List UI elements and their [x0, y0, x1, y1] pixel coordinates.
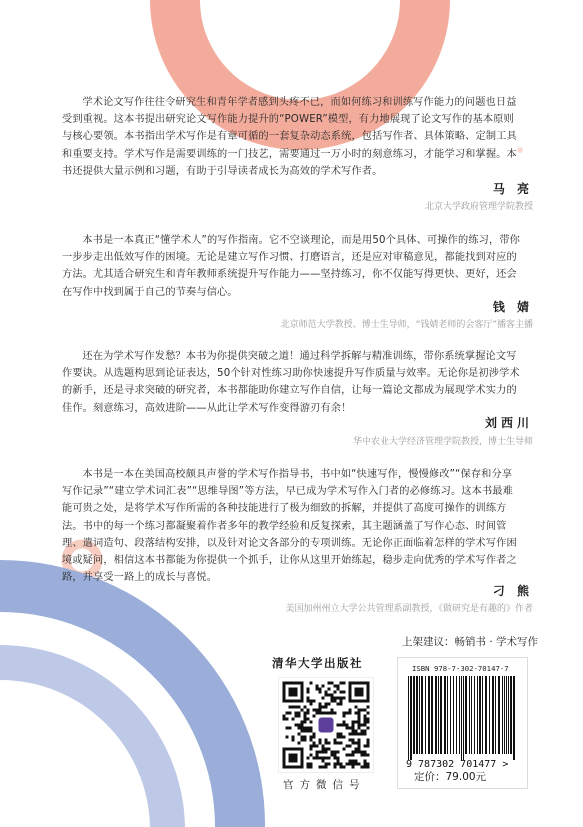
endorsement-text-2: 本书是一本真正“懂学术人”的写作指南。它不空谈理论，而是用50个具体、可操作的练习，带你一步步走出低效写作的困境。无论是建立写作习惯、打磨语言，还是应对审稿意见，都能找到对应的方法。尤其适合研究生和青年教师系统提升写作能力——坚持练习，你不仅能写得更快、更好，还会在写作中找到属于自己的节奏与信心。: [62, 235, 521, 298]
wechat-qr-code: [278, 677, 374, 773]
endorsement-affiliation-3: 华中农业大学经济管理学院教授，博士生导师: [352, 437, 533, 447]
publisher-name: 清华大学出版社: [272, 656, 363, 670]
endorsement-affiliation-1: 北京大学政府管理学院教授: [424, 202, 533, 212]
shelf-suggestion: 上架建议：畅销书 · 学术写作: [402, 636, 539, 648]
endorsement-affiliation-4: 美国加州州立大学公共管理系副教授，《做研究是有趣的》作者: [285, 604, 533, 614]
endorsement-text-1: 学术论文写作往往令研究生和青年学者感到头疼不已，而如何练习和训练写作能力的问题也日益受到重视。这本书提出研究论文写作能力提升的“POWER”模型，有力地展现了论文写作的基本原则与核心要领。本书指出学术写作是有章可循的一套复杂动态系统，包括写作者、具体策略、定制工具和重要支持。学术写作是需要训练的一门技艺，需要通过一万小时的刻意练习，才能学习和掌握。本书还提供大量示例和习题，有助于引导读者成长为高效的学术写作者。: [62, 97, 517, 177]
endorsement-text-4: 本书是一本在美国高校颇具声誉的学术写作指导书，书中如“快速写作，慢慢修改”“保存和分享写作记录”“建立学术词汇表”“思维导图”等方法，早已成为学术写作入门者的必修练习。这本书最难能可贵之处，是将学术写作所需的各种技能进行了极为细致的拆解，并提供了高度可操作的训练方法。书中的每一个练习都凝聚着作者多年的教学经验和反复探索，其主题涵盖了写作心态、时间管理、遣词造句、段落结构安排，以及针对论文各部分的专项训练。无论你正面临着怎样的学术写作困境或疑问，相信这本书都能为你提供一个抓手，让你从这里开始练起，稳步走向优秀的学术写作者之路，并享受一路上的成长与喜悦。: [62, 469, 517, 584]
qr-caption: 官方微信号: [283, 779, 366, 791]
endorsement-author-4: 刁 熊: [492, 584, 533, 598]
endorsement-text-3: 还在为学术写作发愁？本书为你提供突破之道！通过科学拆解与精准训练，带你系统掌握论文写作要诀。从选题构思到论证表达，50个针对性练习助你快速提升写作质量与效率。无论你是初涉学术的新手，还是寻求突破的研究者，本书都能助你建立写作自信，让每一篇论文都成为展现学术实力的佳作。刻意练习，高效进阶——从此让学术写作变得游刃有余！: [62, 351, 520, 414]
isbn-text: ISBN 978-7-302-70147-7: [412, 664, 509, 673]
svg-text:9 787302 701477 >: 9 787302 701477 >: [406, 759, 509, 770]
endorsement-author-2: 钱 婧: [492, 300, 533, 314]
qr-code-icon: [279, 678, 373, 772]
price-text: 定价：79.00元: [414, 771, 487, 783]
endorsement-author-3: 刘西川: [484, 416, 533, 430]
endorsement-affiliation-2: 北京师范大学教授、博士生导师，“钱婧老师的会客厅”播客主播: [280, 320, 533, 330]
endorsement-author-1: 马 亮: [492, 182, 533, 196]
